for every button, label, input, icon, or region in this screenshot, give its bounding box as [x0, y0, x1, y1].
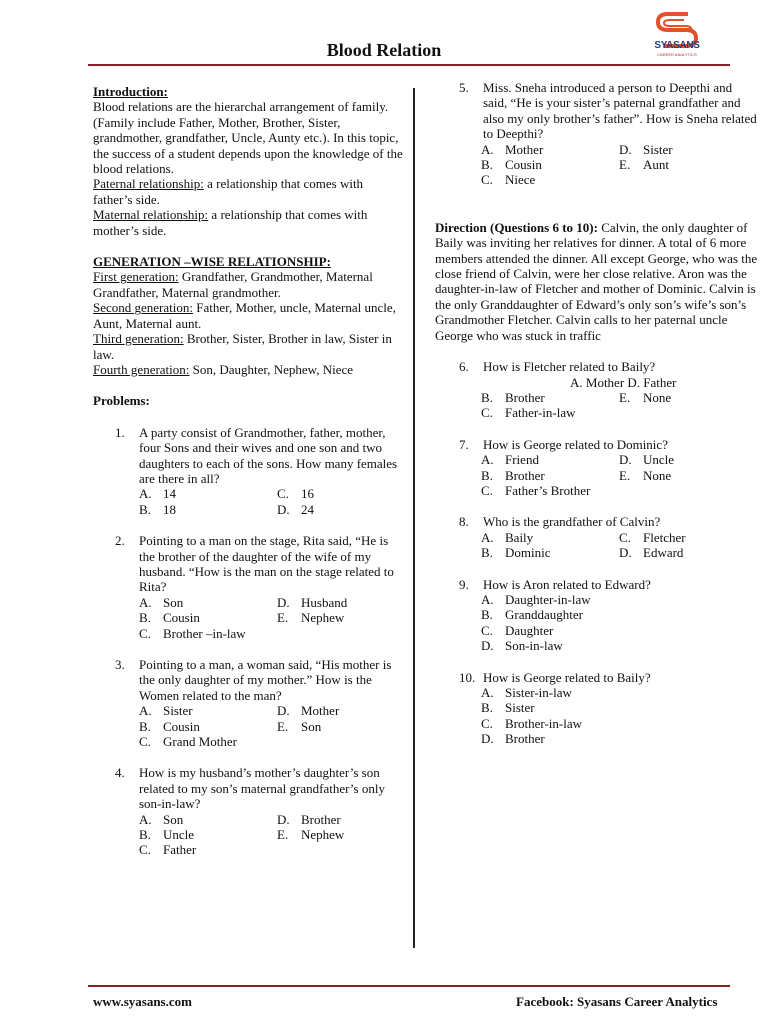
generation-fourth: Fourth generation: Son, Daughter, Nephew, Niece	[93, 361, 354, 377]
generation-third: Third generation: Brother, Sister, Brother in law, Sister in law.	[93, 331, 392, 362]
question-5-options	[481, 142, 758, 188]
answer-option: A. Son	[139, 811, 184, 827]
question-5	[435, 80, 758, 142]
answer-option: D. Uncle	[619, 452, 675, 468]
question-text: How is Aron related to Edward?	[483, 576, 651, 592]
answer-option: B. Brother	[481, 467, 545, 483]
question-number: 5.	[459, 80, 469, 95]
footer-website[interactable]: www.syasans.com	[93, 994, 192, 1009]
question-options	[481, 530, 758, 561]
question-options	[481, 592, 758, 654]
right-column	[435, 80, 758, 763]
page-title: Blood Relation	[326, 40, 442, 60]
answer-option: C. Brother-in-law	[481, 715, 582, 731]
question-options	[139, 486, 403, 517]
paternal-definition: Paternal relationship: a relationship that comes with father’s side.	[93, 176, 364, 207]
question-text: How is George related to Dominic?	[483, 436, 668, 452]
answer-option: E. Son	[277, 718, 322, 734]
question-7	[435, 437, 758, 452]
answer-option: D. Sister	[619, 141, 673, 157]
answer-option: B. Brother	[481, 389, 545, 405]
answer-option: E. Nephew	[277, 827, 345, 843]
answer-option: D. Brother	[277, 811, 341, 827]
answer-option: D. Edward	[619, 545, 684, 561]
answer-option: A. Baily	[481, 529, 534, 545]
answer-option: B. Cousin	[139, 718, 200, 734]
answer-option: C. Father-in-law	[481, 405, 576, 421]
question-text: A party consist of Grandmother, father, mother, four Sons and their wives and one son and two daughters to each of the sons. How many females are there in all?	[139, 424, 398, 486]
question-options	[139, 703, 403, 749]
question-text: Pointing to a man on the stage, Rita said, “He is the brother of the daughter of the wife of my husband. “How is the man on the stage related to Rita?	[139, 533, 394, 595]
question-text: How is George related to Baily?	[483, 669, 651, 685]
answer-option: C. Daughter	[481, 622, 554, 638]
generation-second: Second generation: Father, Mother, uncle, Maternal uncle, Aunt, Maternal aunt.	[93, 300, 396, 331]
answer-option: A. Friend	[481, 452, 539, 468]
question-options	[139, 812, 403, 858]
footer-rule	[88, 985, 730, 987]
answer-option: E. Nephew	[277, 610, 345, 626]
answer-option: A. Mother	[481, 141, 544, 157]
question-text: Pointing to a man, a woman said, “His mother is the only daughter of my mother.” How is the Women related to the man?	[139, 657, 392, 703]
answer-option: C. Grand Mother	[139, 734, 238, 750]
question-number: 8.	[459, 514, 469, 530]
answer-option: D. Brother	[481, 731, 545, 747]
question-options	[139, 595, 403, 641]
problems-heading: Problems:	[93, 393, 150, 409]
question-text: How is my husband’s mother’s daughter’s son related to my son’s maternal grandfather’s only son-in-law?	[139, 765, 385, 812]
answer-option: A. Sister-in-law	[481, 685, 572, 700]
answer-option: C. Father	[139, 842, 197, 858]
left-questions	[93, 425, 403, 874]
answer-option: D. Mother	[277, 703, 340, 719]
answer-option: B. Dominic	[481, 545, 551, 561]
answer-option: B. Uncle	[139, 827, 195, 843]
answer-option: B. 18	[139, 501, 176, 517]
question-10	[435, 670, 758, 685]
generation-first: First generation: Grandfather, Grandmother, Maternal Grandfather, Maternal grandmother.	[93, 269, 373, 300]
answer-option: A. Sister	[139, 703, 193, 719]
answer-option: C. Brother –in-law	[139, 625, 246, 641]
answer-option: C. Fletcher	[619, 529, 686, 545]
logo-tagline: CAREER ANALYTICS	[657, 52, 697, 57]
left-column	[93, 84, 403, 874]
answer-option: D. 24	[277, 501, 314, 517]
question-number: 6.	[459, 359, 469, 375]
question-text: Miss. Sneha introduced a person to Deepthi and said, “He is your sister’s paternal grandfather and also my only brother’s father”. How is Sneha related to Deepthi?	[483, 80, 757, 142]
answer-option: E. Aunt	[619, 157, 669, 173]
question-number: 9.	[459, 576, 469, 592]
maternal-definition: Maternal relationship: a relationship that comes with mother’s side.	[93, 207, 368, 238]
answer-option: A. Son	[139, 594, 184, 610]
question-number: 7.	[459, 436, 469, 452]
question-number: 10.	[459, 669, 476, 685]
question-2	[93, 533, 403, 595]
answer-option: C. Father’s Brother	[481, 482, 591, 498]
answer-option: C. Niece	[481, 172, 536, 188]
right-questions	[435, 421, 758, 763]
answer-option: B. Cousin	[139, 610, 200, 626]
answer-option: E. None	[619, 467, 672, 483]
answer-option: D. Son-in-law	[481, 638, 563, 654]
answer-option: C. 16	[277, 486, 314, 502]
question-number: 2.	[115, 533, 125, 549]
question-6	[435, 359, 758, 374]
footer-facebook: Facebook: Syasans Career Analytics	[516, 994, 718, 1009]
generation-heading: GENERATION –WISE RELATIONSHIP:	[93, 254, 331, 270]
question-options	[481, 685, 758, 747]
answer-option: B. Granddaughter	[481, 607, 583, 623]
question-9	[435, 577, 758, 592]
direction-paragraph: Direction (Questions 6 to 10): Calvin, the only daughter of Baily was inviting her relatives for dinner. A total of 6 more members attended the dinner. All except George, who was the close friend of Calvin, were her close relative. Aron was the daughter-in-law of Fletcher and mother of Dominic. Calvin is the only Granddaughter of Edward’s only son’s wife’s son’s Grandmother Fletcher. Calvin calls to her paternal uncle George who was stuck in traffic	[435, 219, 758, 343]
question-number: 1.	[115, 424, 125, 440]
question-4	[93, 765, 403, 811]
question-6-options	[481, 390, 758, 421]
question-number: 4.	[115, 765, 125, 781]
answer-option: B. Cousin	[481, 157, 542, 173]
answer-option: A. Daughter-in-law	[481, 591, 591, 607]
logo-wordmark: SYASANS	[654, 40, 700, 51]
answer-option: A. 14	[139, 486, 176, 502]
question-options	[481, 452, 758, 498]
answer-option: D. Husband	[277, 594, 348, 610]
intro-heading: Introduction:	[93, 84, 168, 99]
question-1	[93, 425, 403, 487]
header-rule	[88, 64, 730, 66]
question-3	[93, 657, 403, 703]
question-6-top-options: A. Mother D. Father	[570, 374, 677, 390]
question-text: Who is the grandfather of Calvin?	[483, 514, 661, 530]
question-text: How is Fletcher related to Baily?	[483, 359, 656, 375]
column-divider	[413, 88, 415, 948]
question-number: 3.	[115, 657, 125, 672]
intro-text: Blood relations are the hierarchal arrangement of family. (Family include Father, Mother, Brother, Sister, grandmother, grandfather, Uncle, Aunty etc.). In this topic, the success of a student depends upon the knowledge of the blood relations.	[93, 99, 403, 177]
answer-option: B. Sister	[481, 700, 535, 716]
question-8	[435, 514, 758, 529]
answer-option: E. None	[619, 389, 672, 405]
